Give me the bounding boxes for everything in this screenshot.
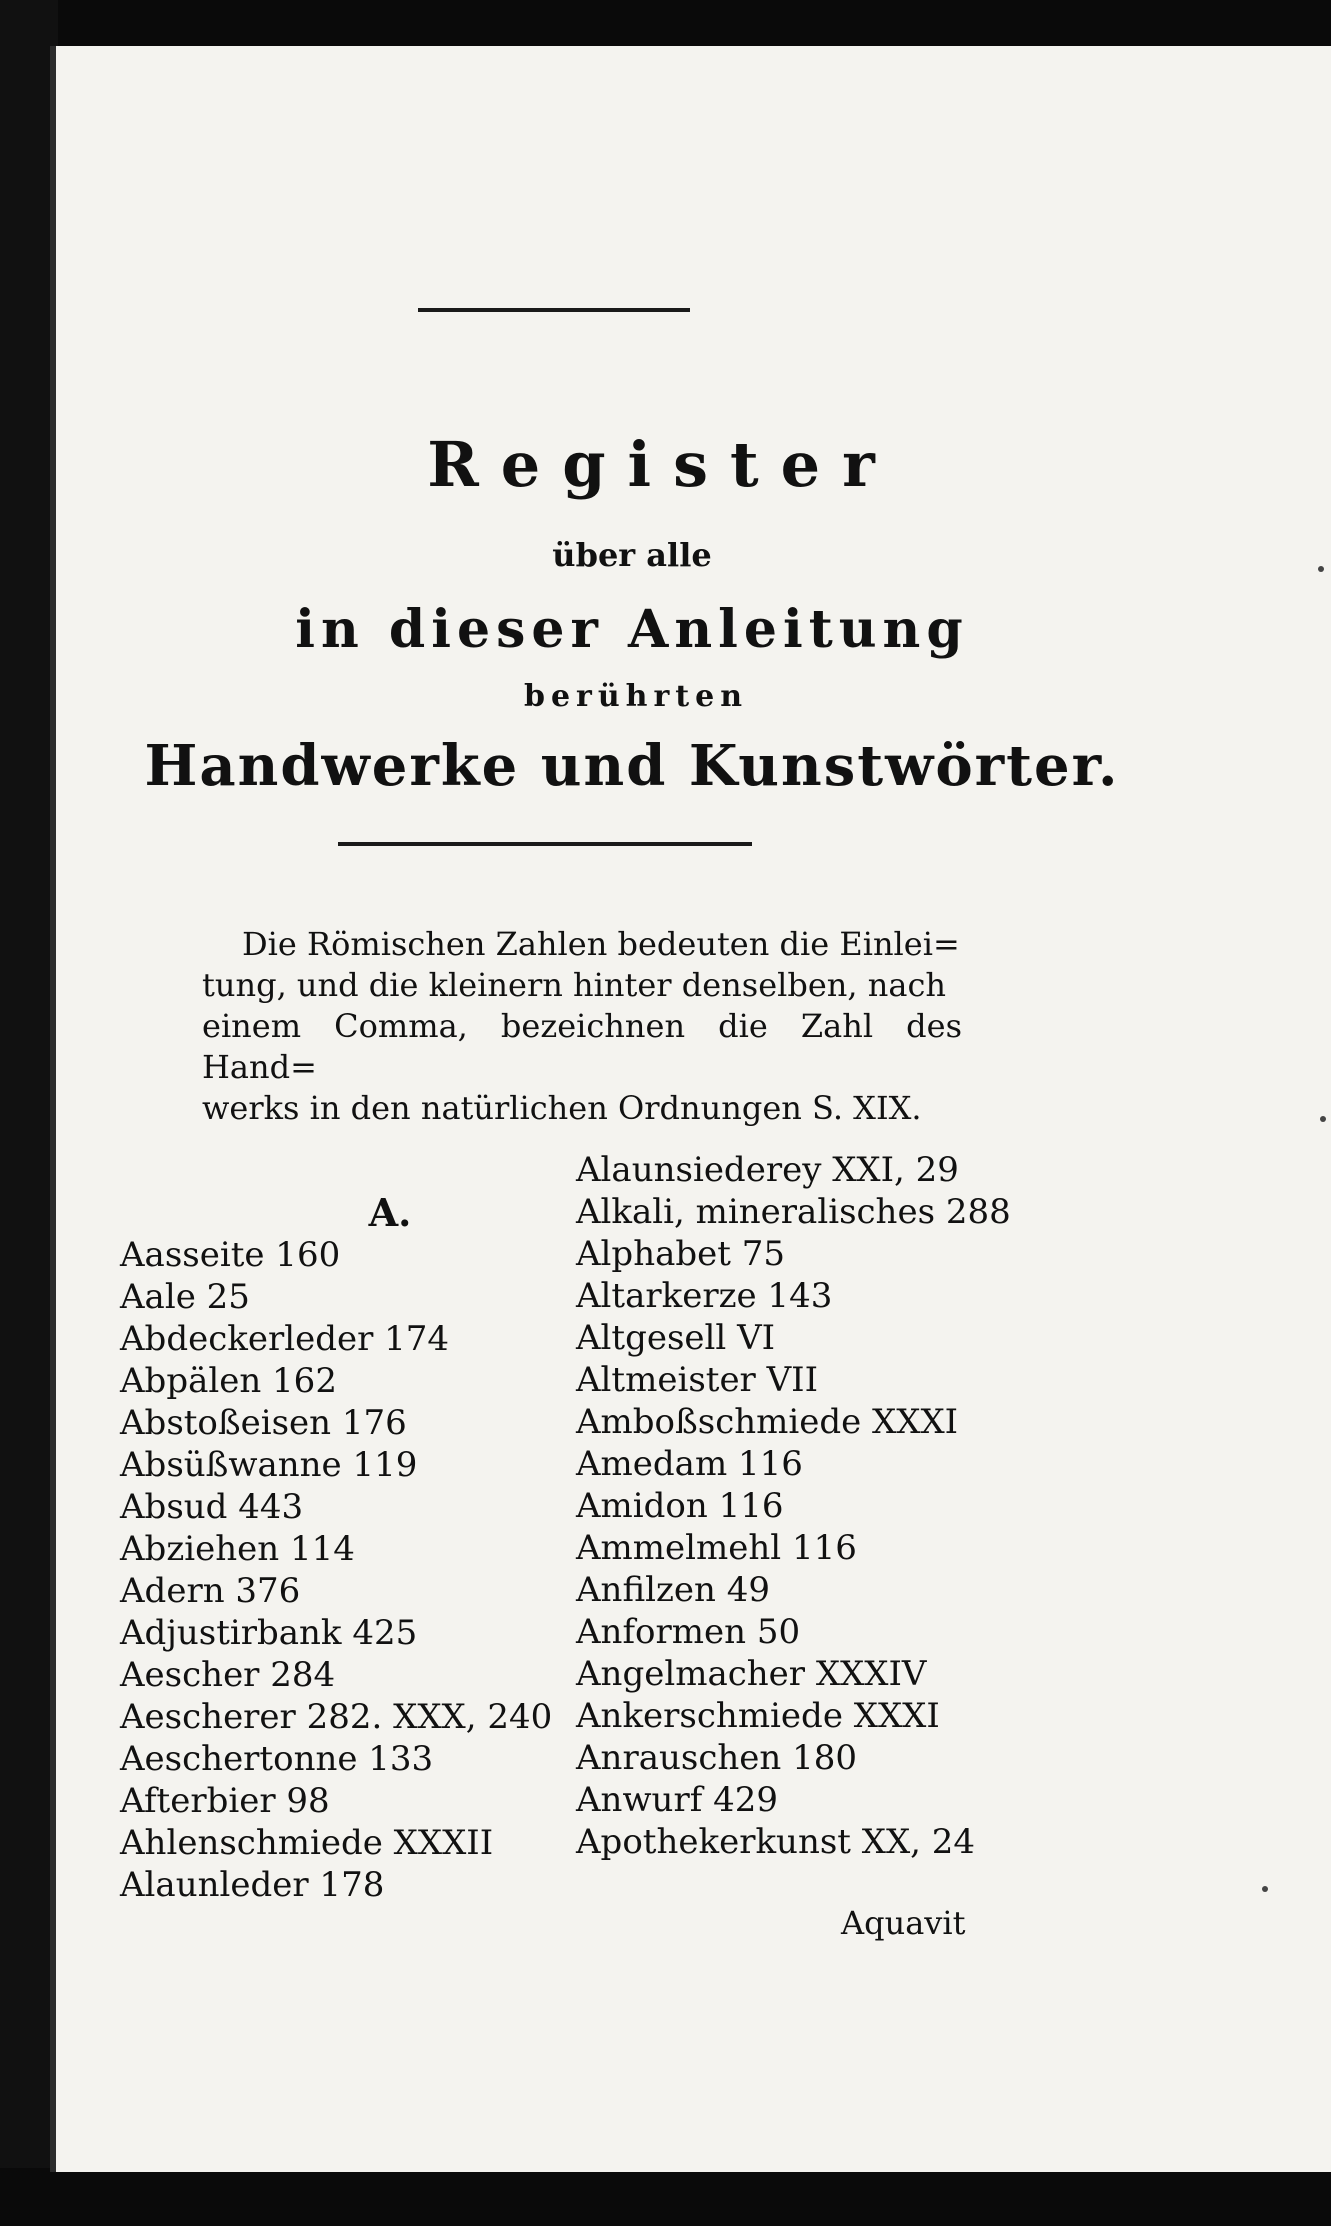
intro-line: tung, und die kleinern hinter denselben, nach xyxy=(202,966,946,1004)
index-entry: Altgesell VI xyxy=(576,1318,776,1358)
index-column-left xyxy=(120,1190,553,1906)
catchword: Aquavit xyxy=(841,1904,966,1942)
intro-line: werks in den natürlichen Ordnungen S. XIX. xyxy=(202,1089,922,1127)
index-entry: Abstoßeisen 176 xyxy=(120,1403,407,1443)
scan-frame-top xyxy=(0,0,1331,52)
index-entry: Amedam 116 xyxy=(576,1444,803,1484)
index-entry: Abdeckerleder 174 xyxy=(120,1319,450,1359)
intro-line: einem Comma, bezeichnen die Zahl des Hand= xyxy=(202,1007,962,1086)
index-entry: Anfilzen 49 xyxy=(576,1570,771,1610)
index-entry: Alaunleder 178 xyxy=(120,1865,385,1905)
index-entry: Alkali, mineralisches 288 xyxy=(576,1192,1011,1232)
index-entry: Aescherer 282. XXX, 240 xyxy=(120,1697,553,1737)
index-entry: Aale 25 xyxy=(120,1277,250,1317)
index-entry: Aescher 284 xyxy=(120,1655,336,1695)
index-entry: Ammelmehl 116 xyxy=(576,1528,857,1568)
subtitle-line-anleitung: in dieser Anleitung xyxy=(295,599,969,660)
index-entry: Adjustirbank 425 xyxy=(120,1613,418,1653)
index-entry: Ankerschmiede XXXI xyxy=(576,1696,940,1736)
index-entry: Aeschertonne 133 xyxy=(120,1739,434,1779)
book-page xyxy=(50,46,1331,2172)
index-entry: Amboßschmiede XXXI xyxy=(576,1402,959,1442)
index-entry: Afterbier 98 xyxy=(120,1781,330,1821)
index-entry: Angelmacher XXXIV xyxy=(576,1654,927,1694)
divider-rule xyxy=(338,842,752,846)
scan-frame-bottom xyxy=(0,2168,1331,2226)
index-entry: Aasseite 160 xyxy=(120,1235,341,1275)
index-entry: Ahlenschmiede XXXII xyxy=(120,1823,494,1863)
index-entry: Adern 376 xyxy=(120,1571,301,1611)
index-entry: Abziehen 114 xyxy=(120,1529,355,1569)
paper-speck xyxy=(1318,566,1324,572)
index-entry: Absud 443 xyxy=(120,1487,304,1527)
index-entry: Amidon 116 xyxy=(576,1486,784,1526)
index-entry: Alphabet 75 xyxy=(576,1234,785,1274)
intro-line: Die Römischen Zahlen bedeuten die Einlei= xyxy=(242,925,960,963)
index-entry: Abpälen 162 xyxy=(120,1361,337,1401)
index-entry: Anformen 50 xyxy=(576,1612,801,1652)
top-rule xyxy=(418,308,690,312)
index-entry: Absüßwanne 119 xyxy=(120,1445,418,1485)
paper-speck xyxy=(1262,1886,1268,1892)
subtitle-line-handwerke: Handwerke und Kunstwörter. xyxy=(144,733,1120,799)
paper-speck xyxy=(1320,1116,1326,1122)
index-entry: Apothekerkunst XX, 24 xyxy=(576,1822,976,1862)
page-title: Register xyxy=(427,428,897,501)
index-entry: Anrauschen 180 xyxy=(576,1738,857,1778)
index-column-right xyxy=(576,1149,1036,1863)
intro-paragraph xyxy=(202,924,962,1129)
index-entry: Altmeister VII xyxy=(576,1360,819,1400)
index-entry: Altarkerze 143 xyxy=(576,1276,833,1316)
index-letter-heading: A. xyxy=(368,1190,412,1235)
subtitle-line-beruehrten: berührten xyxy=(523,679,749,714)
subtitle-line-ueber: über alle xyxy=(552,536,712,574)
index-entry: Alaunsiederey XXI, 29 xyxy=(576,1150,959,1190)
index-entry: Anwurf 429 xyxy=(576,1780,778,1820)
